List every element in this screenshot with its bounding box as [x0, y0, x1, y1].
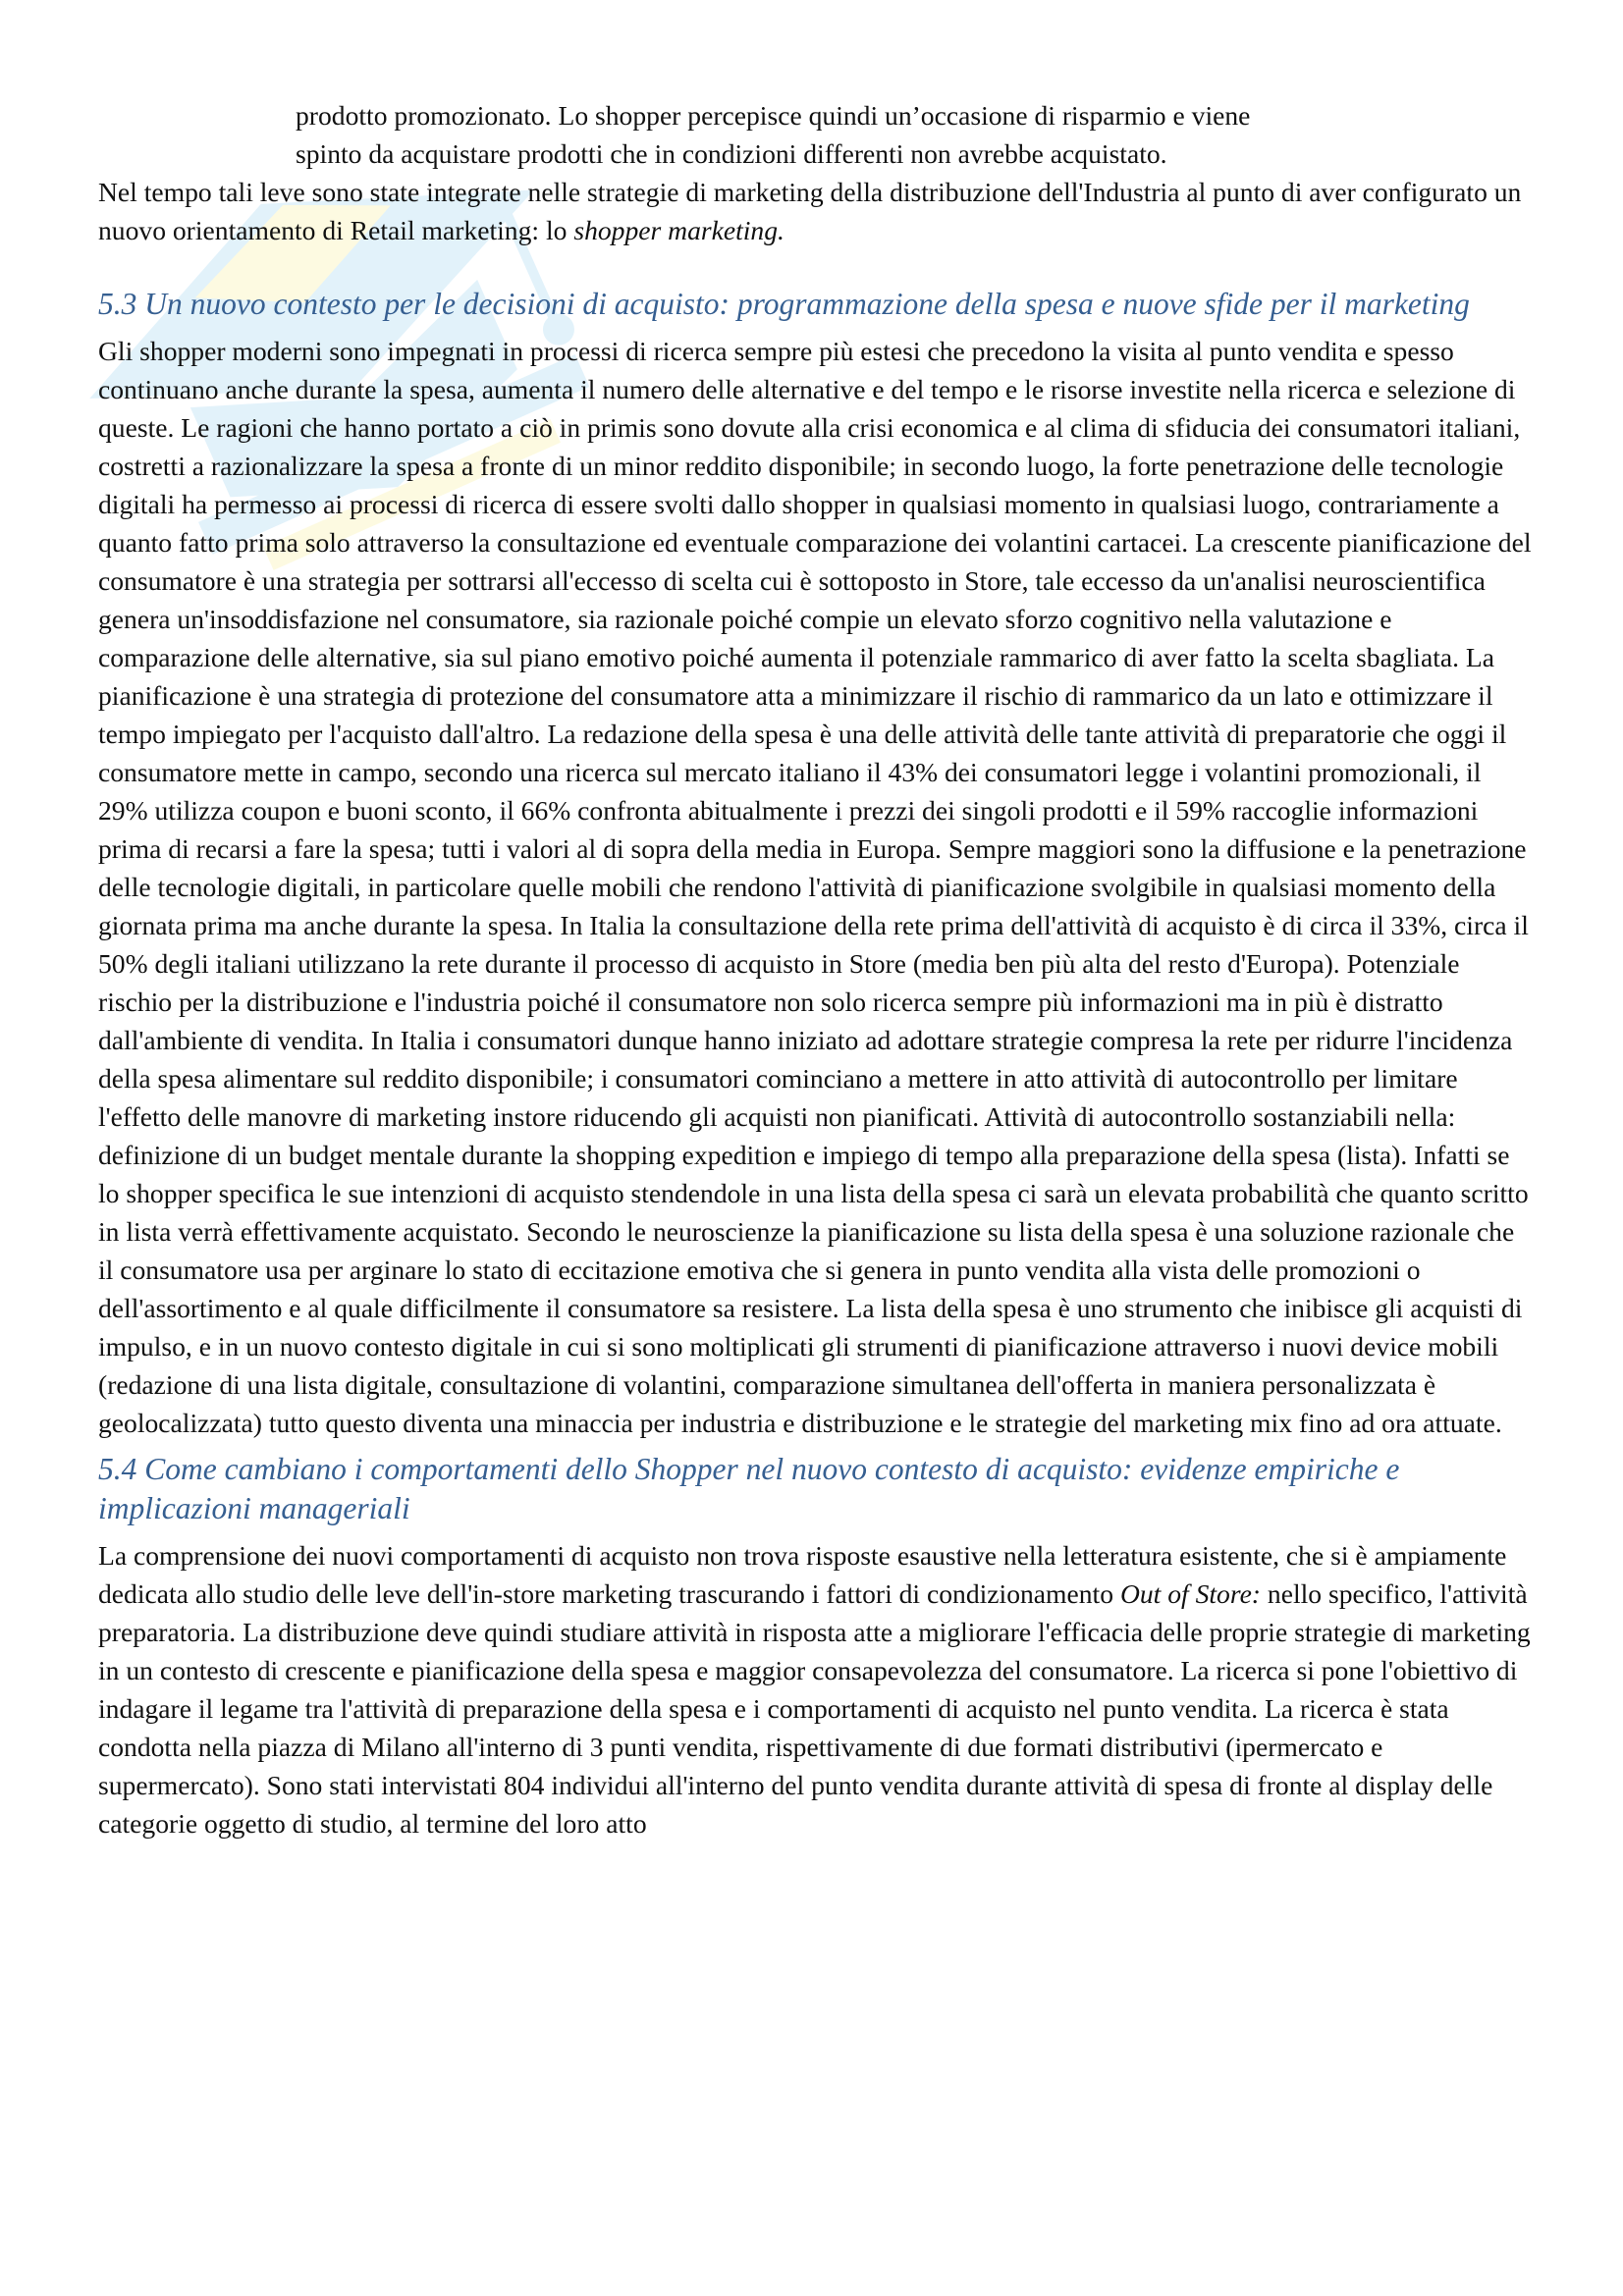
section-5-3-heading: 5.3 Un nuovo contesto per le decisioni di acquisto: programmazione della spesa e nuove sfide per il marketing: [98, 287, 1470, 321]
section-5-4-heading: 5.4 Come cambiano i comportamenti dello Shopper nel nuovo contesto di acquisto: evidenze empiriche e implicazioni manageriali: [98, 1452, 1400, 1525]
section-5-3-paragraph: Gli shopper moderni sono impegnati in processi di ricerca sempre più estesi che precedono la visita al punto vendita e spesso continuano anche durante la spesa, aumenta il numero delle alternative e del tempo e le risorse investite nella ricerca e selezione di queste. Le ragioni che hanno portato a ciò in primis sono dovute alla crisi economica e al clima di sfiducia dei consumatori italiani, costretti a razionalizzare la spesa a fronte di un minor reddito disponibile; in secondo luogo, la forte penetrazione delle tecnologie digitali ha permesso ai processi di ricerca di essere svolti dallo shopper in qualsiasi momento in qualsiasi luogo, contrariamente a quanto fatto prima solo attraverso la consultazione ed eventuale comparazione dei volantini cartacei. La crescente pianificazione del consumatore è una strategia per sottrarsi all'eccesso di scelta cui è sottoposto in Store, tale eccesso da un'analisi neuroscientifica genera un'insoddisfazione nel consumatore, sia razionale poiché compie un elevato sforzo cognitivo nella valutazione e comparazione delle alternative, sia sul piano emotivo poiché aumenta il potenziale rammarico di aver fatto la scelta sbagliata. La pianificazione è una strategia di protezione del consumatore atta a minimizzare il rischio di rammarico da un lato e ottimizzare il tempo impiegato per l'acquisto dall'altro. La redazione della spesa è una delle attività delle tante attività di preparatorie che oggi il consumatore mette in campo, secondo una ricerca sul mercato italiano il 43% dei consumatori legge i volantini promozionali, il 29% utilizza coupon e buoni sconto, il 66% confronta abitualmente i prezzi dei singoli prodotti e il 59% raccoglie informazioni prima di recarsi a fare la spesa; tutti i valori al di sopra della media in Europa. Sempre maggiori sono la diffusione e la penetrazione delle tecnologie digitali, in particolare quelle mobili che rendono l'attività di pianificazione svolgibile in qualsiasi momento della giornata prima ma anche durante la spesa. In Italia la consultazione della rete prima dell'attività di acquisto è di circa il 33%, circa il 50% degli italiani utilizzano la rete durante il processo di acquisto in Store (media ben più alta del resto d'Europa). Potenziale rischio per la distribuzione e l'industria poiché il consumatore non solo ricerca sempre più informazioni ma in più è distratto dall'ambiente di vendita. In Italia i consumatori dunque hanno iniziato ad adottare strategie compresa la rete per ridurre l'incidenza della spesa alimentare sul reddito disponibile; i consumatori cominciano a mettere in atto attività di autocontrollo per limitare l'effetto delle manovre di marketing instore riducendo gli acquisti non pianificati. Attività di autocontrollo sostanziabili nella: definizione di un budget mentale durante la shopping expedition e impiego di tempo alla preparazione della spesa (lista). Infatti se lo shopper specifica le sue intenzioni di acquisto stendendole in una lista della spesa ci sarà un elevata probabilità che quanto scritto in lista verrà effettivamente acquistato. Secondo le neuroscienze la pianificazione su lista della spesa è una soluzione razionale che il consumatore usa per arginare lo stato di eccitazione emotiva che si genera in punto vendita alla vista delle promozioni o dell'assortimento e al quale difficilmente il consumatore sa resistere. La lista della spesa è uno strumento che inibisce gli acquisti di impulso, e in un nuovo contesto digitale in cui si sono moltiplicati gli strumenti di pianificazione attraverso i nuovi device mobili (redazione di una lista digitale, consultazione di volantini, comparazione simultanea dell'offerta in maniera personalizzata è geolocalizzata) tutto questo diventa una minaccia per industria e distribuzione e le strategie del marketing mix fino ad ora attuate.: [98, 336, 1532, 1438]
section-5-4-text-after: nello specifico, l'attività preparatoria. La distribuzione deve quindi studiare attività in risposta atte a migliorare l'efficacia delle proprie strategie di marketing in un contesto di crescente e pianificazione della spesa e maggior consapevolezza del consumatore. La ricerca si pone l'obiettivo di indagare il legame tra l'attività di preparazione della spesa e i comportamenti di acquisto nel punto vendita. La ricerca è stata condotta nella piazza di Milano all'interno di 3 punti vendita, rispettivamente di due formati distributivi (ipermercato e supermercato). Sono stati intervistati 804 individui all'interno del punto vendita durante attività di spesa di fronte al display delle categorie oggetto di studio, al termine del loro atto: [98, 1578, 1531, 1839]
document-body: [98, 96, 1534, 1842]
section-5-4-emphasis: Out of Store:: [1119, 1578, 1261, 1609]
intro-paragraph-emphasis: shopper marketing.: [573, 215, 784, 245]
section-5-4-text-before: La comprensione dei nuovi comportamenti di acquisto non trova risposte esaustive nella letteratura esistente, che si è ampiamente dedicata allo studio delle leve dell'in-store marketing trascurando i fattori di condizionamento: [98, 1540, 1507, 1609]
list-continuation-line-1: prodotto promozionato. Lo shopper percepisce quindi un’occasione di risparmio e viene: [296, 100, 1251, 131]
intro-paragraph: [98, 173, 1534, 249]
intro-paragraph-text: Nel tempo tali leve sono state integrate nelle strategie di marketing della distribuzione dell'Industria al punto di aver configurato un nuovo orientamento di Retail marketing: lo: [98, 177, 1522, 245]
list-continuation-line-2: spinto da acquistare prodotti che in condizioni differenti non avrebbe acquistato.: [296, 138, 1167, 169]
section-5-4-paragraph: [98, 1536, 1534, 1842]
